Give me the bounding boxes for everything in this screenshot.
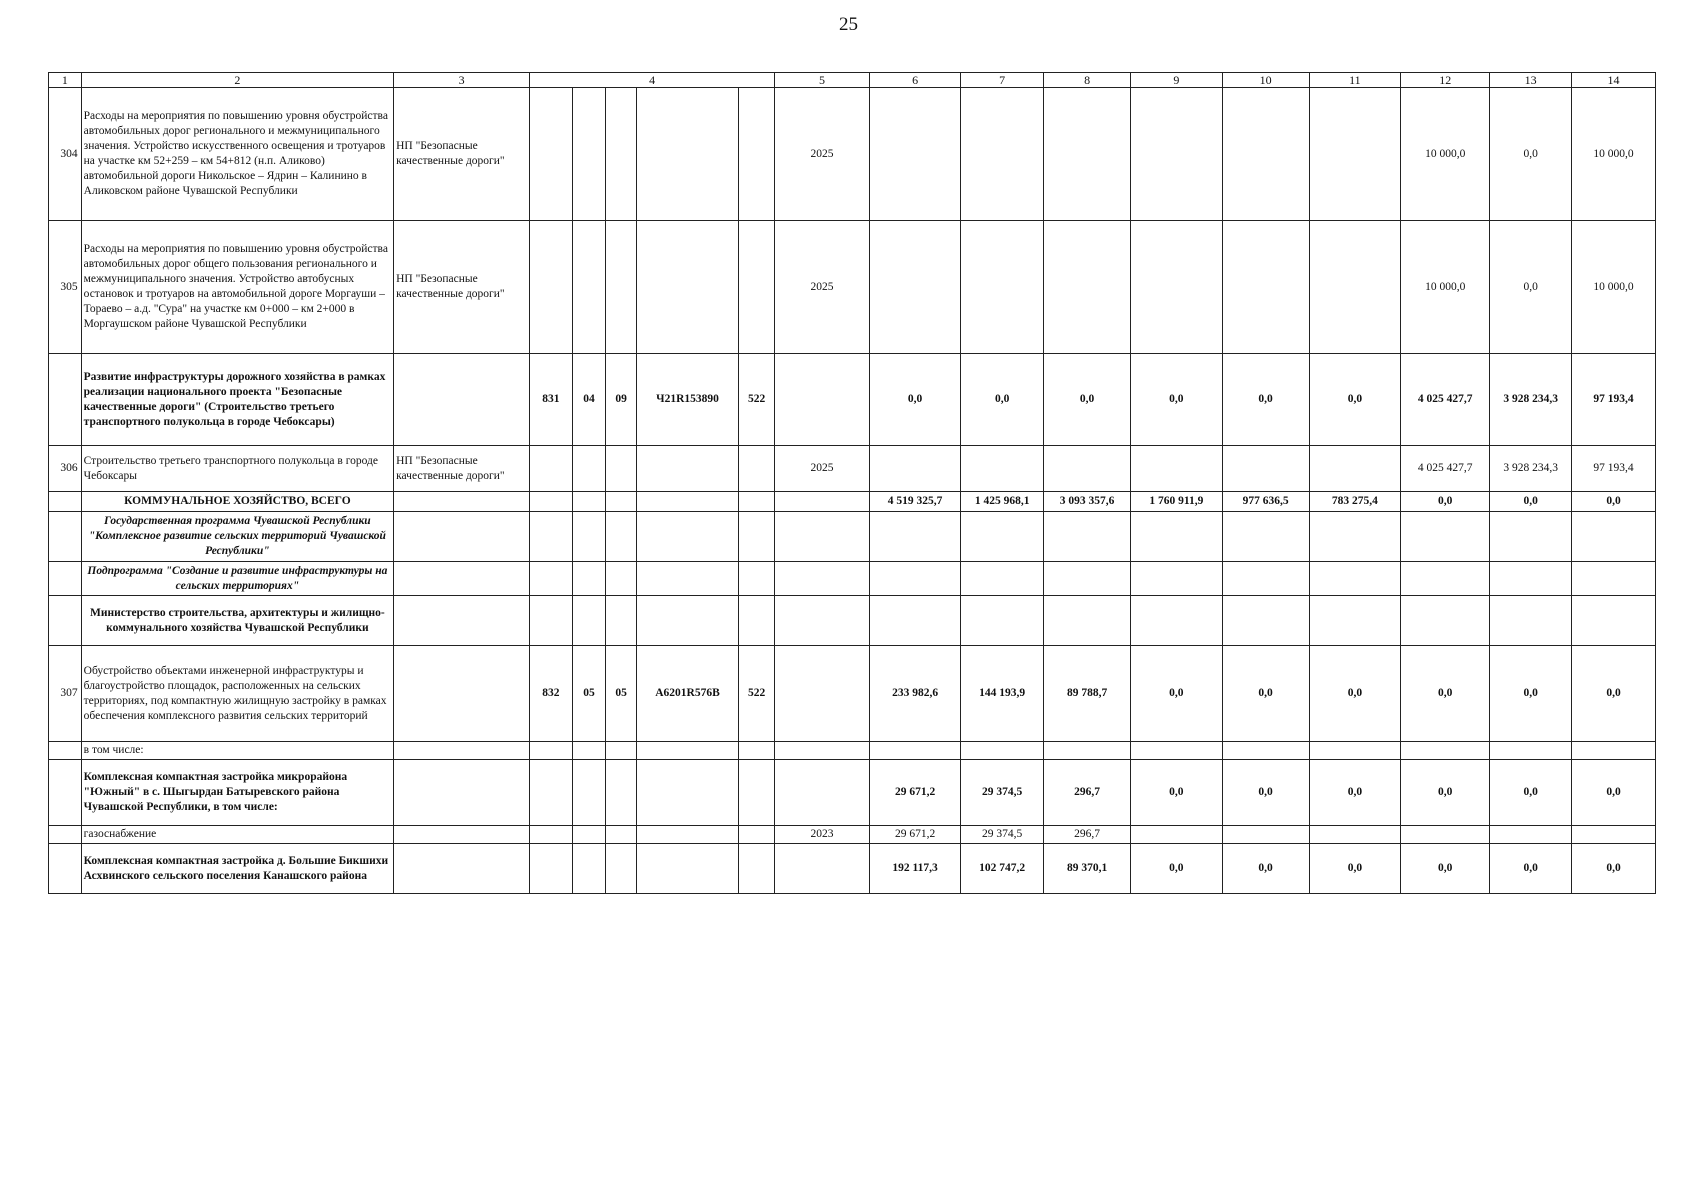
value-cell: 0,0 [1401,844,1490,894]
header-cell: 5 [775,73,870,88]
row-description: Расходы на мероприятия по повышению уровня обустройства автомобильных дорог общего пользования регионального и межмуниципального значения. Устройство автобусных остановок и тротуаров на автомобильной дороге Моргауши – Тораево – а.д. "Сура" на участке км 0+000 – км 2+000 в Моргаушском районе Чувашской Республики [81,221,393,354]
value-cell [961,221,1044,354]
code-expense-type [739,512,775,562]
value-cell [1401,596,1490,646]
header-cell: 10 [1222,73,1309,88]
code-subsection [606,562,636,596]
code-target [636,88,738,221]
header-row [49,73,1656,88]
code-section [572,760,606,826]
value-cell: 192 117,3 [869,844,960,894]
value-cell [869,562,960,596]
value-cell [869,596,960,646]
value-cell: 89 788,7 [1044,646,1131,742]
code-target [636,512,738,562]
code-subsection [606,844,636,894]
value-cell: 4 519 325,7 [869,492,960,512]
value-cell [1222,826,1309,844]
code-section [572,221,606,354]
table-row [49,562,1656,596]
code-expense-type [739,562,775,596]
value-cell: 0,0 [1044,354,1131,446]
value-cell [1401,512,1490,562]
value-cell: 0,0 [1309,354,1400,446]
row-number [49,354,82,446]
code-target [636,742,738,760]
code-section: 05 [572,646,606,742]
value-cell [1309,562,1400,596]
row-description: Расходы на мероприятия по повышению уровня обустройства автомобильных дорог регионального и межмуниципального значения. Устройство искусственного освещения и тротуаров на участке км 52+259 – км 54+812 (н.п. Аликово) автомобильной дороги Никольское – Ядрин – Калинино в Аликовском районе Чувашской Республики [81,88,393,221]
value-cell: 10 000,0 [1572,221,1656,354]
table-body [49,88,1656,894]
value-cell: 0,0 [1309,646,1400,742]
value-cell [1490,596,1572,646]
row-project [394,596,530,646]
row-project [394,844,530,894]
code-target [636,826,738,844]
code-section: 04 [572,354,606,446]
row-description: Комплексная компактная застройка д. Большие Бикшихи Асхвинского сельского поселения Канашского района [81,844,393,894]
row-description: Комплексная компактная застройка микрорайона "Южный" в с. Шыгырдан Батыревского района Чувашской Республики, в том числе: [81,760,393,826]
row-year [775,562,870,596]
row-description: Развитие инфраструктуры дорожного хозяйства в рамках реализации национального проекта "Безопасные качественные дороги" (Строительство третьего транспортного полукольца в городе Чебоксары) [81,354,393,446]
row-number [49,512,82,562]
code-ministry [530,512,572,562]
row-year [775,646,870,742]
code-expense-type [739,596,775,646]
value-cell: 144 193,9 [961,646,1044,742]
value-cell [1222,221,1309,354]
code-target [636,844,738,894]
value-cell [961,446,1044,492]
code-subsection [606,596,636,646]
value-cell: 4 025 427,7 [1401,446,1490,492]
row-year [775,512,870,562]
code-section [572,512,606,562]
value-cell: 3 093 357,6 [1044,492,1131,512]
header-cell: 14 [1572,73,1656,88]
value-cell: 233 982,6 [869,646,960,742]
value-cell: 0,0 [1309,844,1400,894]
code-subsection [606,446,636,492]
value-cell: 0,0 [1572,844,1656,894]
code-section [572,446,606,492]
value-cell: 29 671,2 [869,826,960,844]
table-row [49,512,1656,562]
code-target: Ч21R153890 [636,354,738,446]
row-description: Строительство третьего транспортного полукольца в городе Чебоксары [81,446,393,492]
value-cell: 10 000,0 [1401,88,1490,221]
code-subsection: 05 [606,646,636,742]
value-cell [961,596,1044,646]
table-row [49,742,1656,760]
table-row [49,354,1656,446]
value-cell: 0,0 [1490,88,1572,221]
value-cell: 977 636,5 [1222,492,1309,512]
header-cell: 11 [1309,73,1400,88]
value-cell: 1 760 911,9 [1131,492,1222,512]
value-cell: 4 025 427,7 [1401,354,1490,446]
value-cell [1131,221,1222,354]
row-year: 2023 [775,826,870,844]
code-expense-type [739,221,775,354]
value-cell: 3 928 234,3 [1490,446,1572,492]
code-expense-type [739,88,775,221]
value-cell [1490,826,1572,844]
value-cell [1401,742,1490,760]
row-description: КОММУНАЛЬНОЕ ХОЗЯЙСТВО, ВСЕГО [81,492,393,512]
value-cell [1131,512,1222,562]
value-cell [1572,742,1656,760]
code-expense-type [739,844,775,894]
code-section [572,826,606,844]
row-number: 304 [49,88,82,221]
header-cell: 8 [1044,73,1131,88]
code-subsection [606,760,636,826]
row-number: 305 [49,221,82,354]
value-cell: 89 370,1 [1044,844,1131,894]
row-number [49,596,82,646]
row-project [394,646,530,742]
value-cell: 0,0 [1572,646,1656,742]
row-number [49,492,82,512]
value-cell [1222,596,1309,646]
row-project [394,760,530,826]
row-year [775,596,870,646]
code-section [572,742,606,760]
row-number [49,760,82,826]
code-expense-type [739,492,775,512]
value-cell: 0,0 [1131,354,1222,446]
value-cell: 296,7 [1044,826,1131,844]
code-section [572,596,606,646]
value-cell: 0,0 [1131,844,1222,894]
value-cell: 0,0 [1222,760,1309,826]
row-number: 307 [49,646,82,742]
value-cell [1044,221,1131,354]
code-expense-type: 522 [739,646,775,742]
value-cell: 0,0 [1572,492,1656,512]
row-year: 2025 [775,88,870,221]
value-cell: 0,0 [1490,646,1572,742]
row-year: 2025 [775,221,870,354]
value-cell [1572,562,1656,596]
value-cell [1401,826,1490,844]
table-row [49,492,1656,512]
value-cell [869,742,960,760]
value-cell: 0,0 [1490,760,1572,826]
code-expense-type: 522 [739,354,775,446]
code-expense-type [739,742,775,760]
code-ministry [530,844,572,894]
value-cell [1044,446,1131,492]
code-section [572,844,606,894]
row-project: НП "Безопасные качественные дороги" [394,88,530,221]
header-cell: 9 [1131,73,1222,88]
value-cell [1222,446,1309,492]
value-cell [1490,742,1572,760]
value-cell [1131,742,1222,760]
row-year [775,354,870,446]
code-ministry [530,760,572,826]
row-project: НП "Безопасные качественные дороги" [394,221,530,354]
table-row [49,88,1656,221]
row-description: Министерство строительства, архитектуры и жилищно-коммунального хозяйства Чувашской Республики [81,596,393,646]
code-subsection: 09 [606,354,636,446]
value-cell: 0,0 [1490,844,1572,894]
row-project [394,742,530,760]
table-row [49,844,1656,894]
code-ministry: 831 [530,354,572,446]
value-cell [1222,742,1309,760]
code-target [636,562,738,596]
code-ministry [530,221,572,354]
row-project [394,354,530,446]
code-ministry [530,742,572,760]
code-section [572,562,606,596]
header-cell: 7 [961,73,1044,88]
value-cell: 3 928 234,3 [1490,354,1572,446]
value-cell: 29 374,5 [961,826,1044,844]
value-cell: 296,7 [1044,760,1131,826]
value-cell: 10 000,0 [1572,88,1656,221]
value-cell: 97 193,4 [1572,446,1656,492]
table-row [49,760,1656,826]
row-year [775,760,870,826]
value-cell [1131,446,1222,492]
row-year [775,844,870,894]
value-cell [1044,88,1131,221]
header-cell: 3 [394,73,530,88]
code-section [572,88,606,221]
row-number [49,826,82,844]
code-expense-type [739,760,775,826]
code-subsection [606,492,636,512]
code-ministry [530,492,572,512]
value-cell [1222,512,1309,562]
row-year: 2025 [775,446,870,492]
code-expense-type [739,826,775,844]
code-subsection [606,742,636,760]
value-cell: 0,0 [1401,492,1490,512]
code-section [572,492,606,512]
value-cell [1572,826,1656,844]
value-cell [1490,512,1572,562]
row-year [775,742,870,760]
row-description: Обустройство объектами инженерной инфраструктуры и благоустройство площадок, расположенных на сельских территориях, под компактную жилищную застройку в рамках обеспечения комплексного развития сельских территорий [81,646,393,742]
row-number [49,742,82,760]
header-cell: 1 [49,73,82,88]
code-ministry: 832 [530,646,572,742]
table-row [49,221,1656,354]
row-number [49,562,82,596]
budget-table [48,72,1656,894]
value-cell [1490,562,1572,596]
value-cell [1309,742,1400,760]
value-cell [1131,826,1222,844]
value-cell [961,562,1044,596]
header-cell: 2 [81,73,393,88]
value-cell: 0,0 [1222,354,1309,446]
value-cell: 97 193,4 [1572,354,1656,446]
value-cell [869,221,960,354]
row-description: Государственная программа Чувашской Республики "Комплексное развитие сельских территорий Чувашской Республики" [81,512,393,562]
value-cell: 29 374,5 [961,760,1044,826]
table-row [49,596,1656,646]
table-row [49,826,1656,844]
code-subsection [606,221,636,354]
value-cell [1044,742,1131,760]
value-cell: 0,0 [1572,760,1656,826]
value-cell: 0,0 [1401,760,1490,826]
value-cell [1309,596,1400,646]
code-target [636,492,738,512]
value-cell [1131,562,1222,596]
value-cell [961,742,1044,760]
code-ministry [530,446,572,492]
value-cell [1222,562,1309,596]
header-cell: 13 [1490,73,1572,88]
value-cell: 0,0 [1309,760,1400,826]
code-ministry [530,562,572,596]
row-description: Подпрограмма "Создание и развитие инфраструктуры на сельских территориях" [81,562,393,596]
row-project [394,512,530,562]
table-row [49,646,1656,742]
value-cell [961,512,1044,562]
value-cell [1572,512,1656,562]
row-description: газоснабжение [81,826,393,844]
value-cell: 0,0 [961,354,1044,446]
row-project: НП "Безопасные качественные дороги" [394,446,530,492]
value-cell [1309,88,1400,221]
code-target [636,760,738,826]
value-cell [961,88,1044,221]
code-expense-type [739,446,775,492]
code-ministry [530,596,572,646]
row-year [775,492,870,512]
value-cell: 783 275,4 [1309,492,1400,512]
value-cell [1401,562,1490,596]
code-target [636,446,738,492]
value-cell [1309,826,1400,844]
value-cell [1309,446,1400,492]
value-cell: 1 425 968,1 [961,492,1044,512]
value-cell: 0,0 [1131,760,1222,826]
header-cell: 4 [530,73,775,88]
value-cell [1222,88,1309,221]
value-cell [869,88,960,221]
value-cell: 102 747,2 [961,844,1044,894]
table-row [49,446,1656,492]
page-number: 25 [839,14,858,35]
row-description: в том числе: [81,742,393,760]
code-subsection [606,512,636,562]
value-cell [1044,596,1131,646]
value-cell: 0,0 [1490,492,1572,512]
code-target: А6201R576B [636,646,738,742]
value-cell: 29 671,2 [869,760,960,826]
row-project [394,562,530,596]
code-target [636,596,738,646]
value-cell [1309,221,1400,354]
value-cell: 0,0 [869,354,960,446]
value-cell [869,446,960,492]
header-cell: 12 [1401,73,1490,88]
header-cell: 6 [869,73,960,88]
row-project [394,492,530,512]
row-number: 306 [49,446,82,492]
value-cell: 10 000,0 [1401,221,1490,354]
code-target [636,221,738,354]
value-cell [1131,596,1222,646]
code-ministry [530,88,572,221]
value-cell [1572,596,1656,646]
row-project [394,826,530,844]
code-subsection [606,88,636,221]
value-cell [1309,512,1400,562]
value-cell [1131,88,1222,221]
value-cell: 0,0 [1131,646,1222,742]
value-cell [1044,512,1131,562]
value-cell [1044,562,1131,596]
value-cell: 0,0 [1222,646,1309,742]
row-number [49,844,82,894]
code-subsection [606,826,636,844]
code-ministry [530,826,572,844]
value-cell: 0,0 [1490,221,1572,354]
value-cell [869,512,960,562]
value-cell: 0,0 [1222,844,1309,894]
value-cell: 0,0 [1401,646,1490,742]
